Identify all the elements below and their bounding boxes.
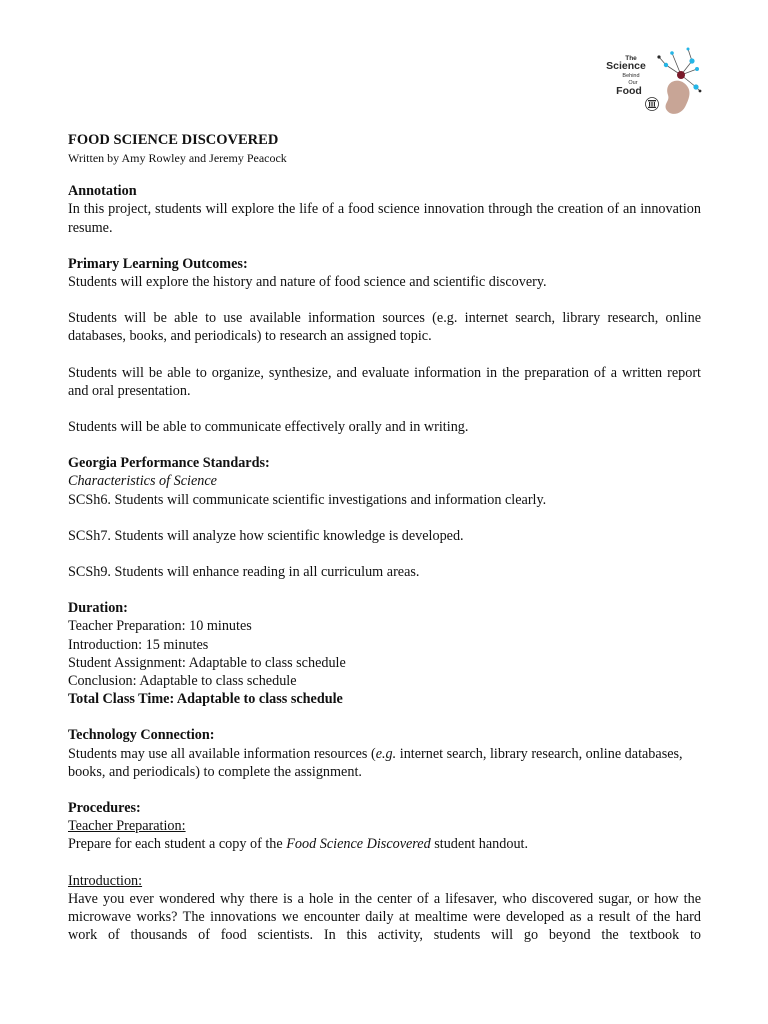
logo-text-behind: Behind (622, 73, 640, 79)
standard-item: SCSh9. Students will enhance reading in all curriculum areas. (68, 564, 420, 581)
logo-atom (695, 67, 699, 71)
duration-heading: Duration: (68, 600, 128, 617)
teacher-prep-text-end: student handout. (430, 836, 529, 853)
document-title: FOOD SCIENCE DISCOVERED (68, 132, 279, 148)
logo-atom (670, 51, 674, 55)
duration-total: Total Class Time: Adaptable to class schedule (68, 691, 343, 708)
technology-text-end: internet search, library research, online databases, books, and periodicals) to complete the assignment. (68, 745, 683, 780)
technology-text-eg: e.g. (375, 745, 397, 762)
outcomes-heading: Primary Learning Outcomes: (68, 255, 248, 272)
logo-peanut-shape (666, 81, 690, 114)
standard-item: SCSh7. Students will analyze how scientific knowledge is developed. (68, 527, 464, 544)
outcome-item: Students will be able to communicate effectively orally and in writing. (68, 419, 469, 436)
logo-atom (689, 58, 694, 63)
logo-text-the: The (625, 55, 637, 62)
teacher-prep-text-start: Prepare for each student a copy of the (68, 836, 287, 853)
duration-line: Conclusion: Adaptable to class schedule (68, 673, 297, 690)
teacher-prep-heading: Teacher Preparation: (68, 818, 186, 835)
document-byline: Written by Amy Rowley and Jeremy Peacock (68, 151, 287, 166)
outcome-item: Students will explore the history and nature of food science and scientific discovery. (68, 274, 547, 291)
logo-atom (664, 63, 668, 67)
logo-text-food: Food (616, 85, 642, 97)
logo-seal-icon (646, 98, 659, 111)
logo-text-our: Our (628, 80, 638, 86)
teacher-prep-handout-title: Food Science Discovered (286, 836, 431, 853)
annotation-text: In this project, students will explore the life of a food science innovation through the creation of an innovation resume. (68, 201, 701, 236)
duration-line: Teacher Preparation: 10 minutes (68, 618, 252, 635)
outcome-item: Students will be able to organize, synthesize, and evaluate information in the preparation of a written report and oral presentation. (68, 364, 701, 399)
duration-line: Student Assignment: Adaptable to class schedule (68, 654, 346, 671)
teacher-prep-text (68, 835, 701, 853)
procedures-heading: Procedures: (68, 800, 141, 817)
technology-text (68, 745, 701, 781)
duration-line: Introduction: 15 minutes (68, 636, 209, 653)
logo-atom (687, 48, 690, 51)
logo-atom (657, 55, 660, 58)
technology-heading: Technology Connection: (68, 727, 215, 744)
logo-atom (699, 90, 702, 93)
document-body (68, 131, 701, 945)
outcome-item: Students will be able to use available information sources (e.g. internet search, library research, online databases, books, and periodicals) to research an assigned topic. (68, 310, 701, 345)
logo-atom (693, 84, 698, 89)
logo-atom-center (677, 71, 685, 79)
annotation-heading: Annotation (68, 183, 137, 200)
logo-graphic (604, 43, 704, 121)
science-behind-our-food-logo (604, 43, 704, 121)
standards-heading: Georgia Performance Standards: (68, 455, 270, 472)
introduction-heading: Introduction: (68, 872, 143, 889)
technology-text-start: Students may use all available information resources ( (68, 745, 376, 762)
introduction-text: Have you ever wondered why there is a hole in the center of a lifesaver, who discovered sugar, or how the microwave works? The innovations we encounter daily at mealtime were developed as a result of the hard work of thousands of food scientists. In this activity, students will go beyond the textbook to (68, 890, 701, 944)
standards-subheading: Characteristics of Science (68, 473, 217, 490)
logo-text-science: Science (606, 60, 646, 72)
standard-item: SCSh6. Students will communicate scientific investigations and information clearly. (68, 491, 547, 508)
